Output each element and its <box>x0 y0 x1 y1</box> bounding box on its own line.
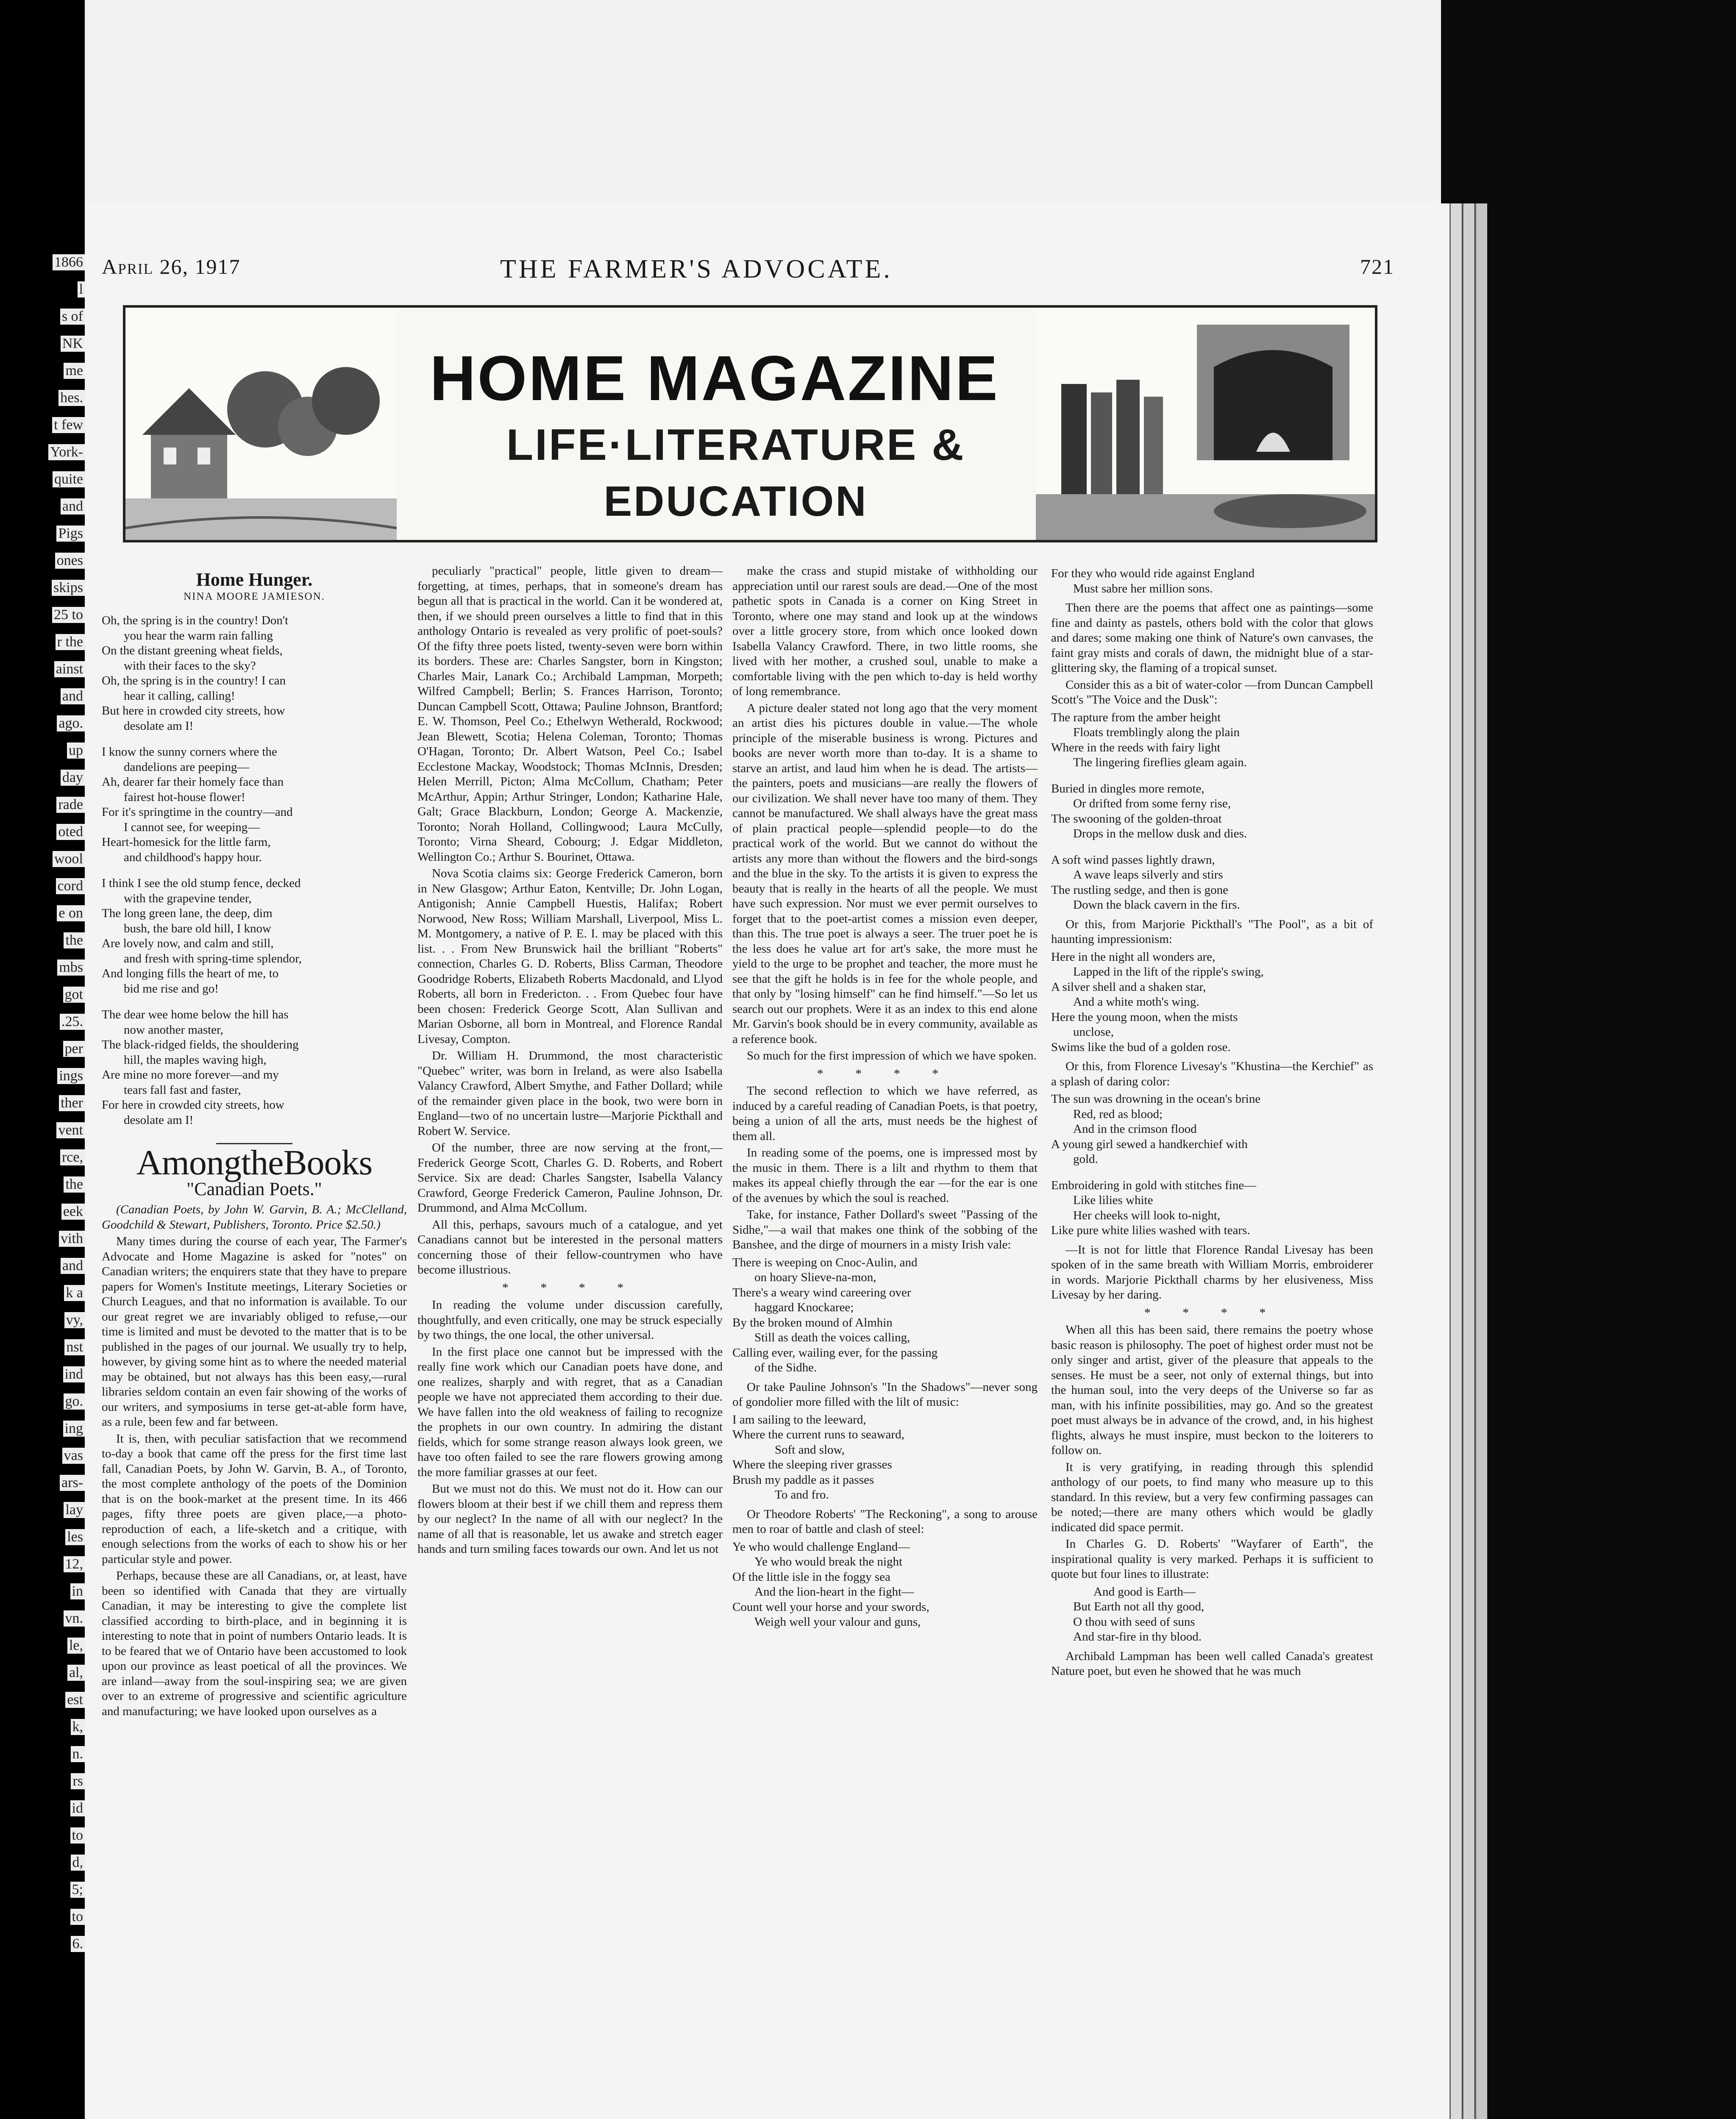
article-paragraph: In Charles G. D. Roberts' "Wayfarer of Earth", the inspirational quality is very marked. Perhaps it is sufficient to quote but four lines to illustrate: <box>1051 1537 1373 1581</box>
verse-line: O thou with seed of suns <box>1073 1615 1195 1629</box>
verse-line: Drops in the mellow dusk and dies. <box>1073 827 1247 840</box>
fragment-text: k a <box>64 1285 85 1301</box>
poem-line: Oh, the spring is in the country! I can <box>102 674 286 687</box>
fragment-text: rade <box>56 797 85 813</box>
poem-line: Heart-homesick for the little farm, <box>102 835 271 849</box>
poem-line: Ah, dearer far their homely face than <box>102 775 284 789</box>
fragment-text: 12, <box>64 1556 85 1572</box>
verse-line: Still as death the voices calling, <box>754 1331 910 1344</box>
article-text <box>1051 1323 1373 1582</box>
verse-line: A wave leaps silverly and stirs <box>1073 868 1223 882</box>
verse-line: Embroidering in gold with stitches fine— <box>1051 1178 1257 1192</box>
fragment-text: mbs <box>57 959 85 976</box>
poem-line: Are lovely now, and calm and still, <box>102 937 274 950</box>
fragment-text: vas <box>62 1448 85 1464</box>
stanza-gap <box>1051 842 1373 853</box>
fragment-text: to <box>70 1909 85 1925</box>
poem-line: with the grapevine tender, <box>124 891 252 905</box>
banner-subtitle: EDUCATION <box>604 478 868 525</box>
fragment-text: lay <box>64 1502 85 1518</box>
home-magazine-banner <box>123 305 1377 542</box>
poem-line: But here in crowded city streets, how <box>102 704 285 717</box>
article-paragraph: Or take Pauline Johnson's "In the Shadows"—never song of gondolier more filled with the lilt of music: <box>732 1380 1038 1409</box>
verse-line: A silver shell and a shaken star, <box>1051 980 1206 994</box>
stanza-gap <box>102 865 407 876</box>
quoted-verse <box>1051 1092 1373 1238</box>
fragment-text: and <box>61 688 85 704</box>
poem-line: I cannot see, for weeping— <box>124 820 260 834</box>
fragment-text: oted <box>56 824 85 840</box>
page-edge <box>1475 203 1487 2119</box>
adjacent-page-fragment <box>0 254 85 2077</box>
stanza-gap <box>1051 1167 1373 1178</box>
verse-line: And in the crimson flood <box>1073 1122 1197 1136</box>
article-paragraph: Nova Scotia claims six: George Frederick Cameron, born in New Glasgow; Arthur Eaton, Kentville; Dr. John Logan, Antigonish; Annie Campbell Huestis, Halifax; Robert Norwood, New Ross; William Marshall, Liverpool, Miss L. M. Montgomery, a native of P. E. I. may be placed with this list. . . From New Brunswick hail the brilliant "Roberts" connection, Charles G. D. Roberts, Bliss Carman, Theodore Goodridge Roberts, Elizabeth Roberts Macdonald, and Llyod Roberts, all born in Fredericton. . . From Quebec four have been chosen: Frederick George Scott, Alan Sullivan and Marian Osborne, all born in Montreal, and Florence Randal Livesay, Compton. <box>417 867 723 1046</box>
verse-line: The rustling sedge, and then is gone <box>1051 883 1228 897</box>
fragment-text: nst <box>64 1339 85 1355</box>
fragment-text: quite <box>53 471 85 487</box>
fragment-text: k, <box>71 1719 85 1735</box>
fragment-text: l <box>78 281 85 298</box>
poem-line: Are mine no more forever—and my <box>102 1068 279 1082</box>
fragment-text: n. <box>71 1746 85 1762</box>
verse-line: Where the sleeping river grasses <box>732 1458 892 1471</box>
verse-line: Where the current runs to seaward, <box>732 1428 904 1441</box>
stanza-gap <box>102 734 407 745</box>
poem-line: with their faces to the sky? <box>124 659 256 673</box>
fragment-text: and <box>61 498 85 514</box>
verse-line: of the Sidhe. <box>754 1361 817 1374</box>
poem-line: hear it calling, calling! <box>124 689 235 703</box>
fragment-text: 5; <box>70 1882 85 1898</box>
article-paragraph: It is, then, with peculiar satisfaction that we recommend to-day a book that came off the press for the first time last fall, Canadian Poets, by John W. Garvin, B. A., of Toronto, the most complete anthology of the poets of the Dominion that is on the book-market at the present time. In its 466 pages, fifty three poets are given place,—a photo-reproduction of each, a life-sketch and a critique, with enough selections from the works of each to show his or her particular style and power. <box>102 1432 407 1566</box>
page-header <box>102 254 1394 288</box>
verse-line: Ye who would break the night <box>754 1555 903 1568</box>
fragment-text: Pigs <box>56 526 85 542</box>
quoted-verse <box>732 1540 1038 1630</box>
verse-line: Count well your horse and your swords, <box>732 1600 929 1614</box>
verse-line: Like pure white lilies washed with tears. <box>1051 1224 1250 1237</box>
fragment-text: les <box>65 1529 85 1545</box>
fragment-text: le, <box>67 1638 85 1654</box>
verse-line: Here in the night all wonders are, <box>1051 950 1216 964</box>
banner-subtitle: LIFE·LITERATURE & <box>506 420 965 470</box>
article-paragraph: Archibald Lampman has been well called Canada's greatest Nature poet, but even he showed that he was much <box>1051 1649 1373 1678</box>
article-text <box>102 1234 407 1719</box>
article-paragraph: make the crass and stupid mistake of withholding our appreciation until our rarest souls are dead.—One of the most pathetic spots in Canada is a corner on King Street in Toronto, where one may stand and look up at the windows over a little grocery store, from which once looked down Isabella Valancy Crawford. There, in two little rooms, she lived with her mother, a crushed soul, unable to make a comfortable living with the pen which to-day is held worthy of long remembrance. <box>732 564 1038 698</box>
poem-line: tears fall fast and faster, <box>124 1083 241 1097</box>
article-paragraph: All this, perhaps, savours much of a catalogue, and yet Canadians cannot but be interested in the personal matters concerning those of their fellow-countrymen who have become illustrious. <box>417 1218 723 1276</box>
verse-line: Soft and slow, <box>775 1443 845 1457</box>
verse-line: Or drifted from some ferny rise, <box>1073 797 1231 810</box>
fragment-text: day <box>61 770 85 786</box>
quoted-verse <box>1051 1585 1373 1645</box>
verse-line: There is weeping on Cnoc-Aulin, and <box>732 1255 918 1269</box>
poem-line: The black-ridged fields, the shouldering <box>102 1038 299 1051</box>
verse-line: Of the little isle in the foggy sea <box>732 1570 890 1584</box>
poem-line: The dear wee home below the hill has <box>102 1008 289 1021</box>
fragment-text: r the <box>56 634 85 650</box>
poem-line: you hear the warm rain falling <box>124 628 273 642</box>
verse-line: Like lilies white <box>1073 1193 1153 1207</box>
poem-line: fairest hot-house flower! <box>124 790 245 804</box>
verse-line: Ye who would challenge England— <box>732 1540 910 1554</box>
verse-line: Red, red as blood; <box>1073 1107 1163 1121</box>
verse-line: Must sabre her million sons. <box>1073 581 1213 595</box>
review-title: "Canadian Poets." <box>186 1178 322 1199</box>
verse-line: on hoary Slieve-na-mon, <box>754 1271 876 1284</box>
poem-line: For here in crowded city streets, how <box>102 1098 284 1112</box>
fragment-text: eek <box>61 1204 85 1220</box>
fragment-text: vn. <box>64 1610 85 1627</box>
poem-line: and childhood's happy hour. <box>124 850 262 864</box>
fragment-text: ones <box>55 553 85 569</box>
verse-line: But Earth not all thy good, <box>1073 1600 1205 1613</box>
poem-line: I know the sunny corners where the <box>102 745 277 759</box>
fragment-text: ther <box>59 1095 85 1111</box>
fragment-text: wool <box>53 851 85 867</box>
fragment-text: York- <box>48 444 85 460</box>
article-paragraph: Consider this as a bit of water-color —from Duncan Campbell Scott's "The Voice and the Dusk": <box>1051 678 1373 706</box>
verse-line: And the lion-heart in the fight— <box>754 1585 914 1599</box>
poem-line: desolate am I! <box>124 1113 194 1127</box>
verse-line: Weigh well your valour and guns, <box>754 1615 921 1629</box>
poem-line: On the distant greening wheat fields, <box>102 644 283 657</box>
fragment-text: est <box>65 1692 85 1708</box>
verse-line: For they who would ride against England <box>1051 567 1255 580</box>
article-paragraph: In the first place one cannot but be impressed with the really fine work which our Canadian poets have done, and one realizes, sharply and with regret, that as a Canadian people we have not appreciated them according to their due. We have fallen into the old weakness of failing to recognize the prophets in our own country. In admiring the distant fields, which for some strange reason always look green, we have too often failed to see the rare flowers growing among the more familiar grasses at our feet. <box>417 1345 723 1479</box>
fragment-text: vith <box>59 1231 85 1247</box>
article-paragraph: In reading some of the poems, one is impressed most by the music in them. There is a lilt and rhythm to them that makes its appeal chiefly through the ear —for the ear is one of the avenues by which the soul is reached. <box>732 1146 1038 1205</box>
fragment-text: vent <box>56 1122 85 1138</box>
fragment-text: to <box>70 1827 85 1844</box>
section-heading: AmongtheBooks <box>136 1143 373 1182</box>
verse-line: Where in the reeds with fairy light <box>1051 740 1221 754</box>
fragment-text: rs <box>71 1773 85 1789</box>
stanza-gap <box>1051 770 1373 781</box>
article-paragraph: Dr. William H. Drummond, the most characteristic "Quebec" writer, was born in Ireland, as were also Isabella Valancy Crawford, Albert Smythe, and Father Dollard; while of the remainder given place in the book, two were born in England—two of no uncertain lustre—Marjorie Pickthall and Robert W. Service. <box>417 1049 723 1138</box>
article-paragraph: In reading the volume under discussion carefully, thoughtfully, and even critically, one may be struck especially by two things, the one local, the other universal. <box>417 1298 723 1342</box>
poem-line: and fresh with spring-time splendor, <box>124 951 302 965</box>
section-separator: * * * * <box>502 1280 638 1295</box>
article-paragraph: When all this has been said, there remains the poetry whose basic reason is philosophy. The poet of highest order must not be only singer and artist, giver of the pleasure that appeals to the senses. He must be a seer, not only of external things, but into the human soul, into the very deeps of the Universe so far as man, with his infinite possibilities, may go. And so the greatest poet must always be in advance of the crowd, and, in his highest flights, always he must inspire, must beckon to the loiterers to follow on. <box>1051 1323 1373 1457</box>
poem-line: bush, the bare old hill, I know <box>124 921 271 935</box>
fragment-text: ing <box>63 1421 85 1437</box>
poem-author: NINA MOORE JAMIESON. <box>184 590 325 602</box>
column-2 <box>417 564 723 2106</box>
verse-line: Her cheeks will look to-night, <box>1073 1208 1221 1222</box>
fragment-text: go. <box>64 1393 85 1410</box>
fragment-text: ars- <box>60 1475 85 1491</box>
fragment-text: ago. <box>57 715 85 731</box>
poem-line: And longing fills the heart of me, to <box>102 967 279 980</box>
fragment-text: got <box>63 987 85 1003</box>
issue-date: April 26, 1917 <box>102 255 241 278</box>
article-paragraph: Of the number, three are now serving at the front,—Frederick George Scott, Charles G. D. Roberts, and Robert Service. Six are dead: Charles Sangster, Isabella Valancy Crawford, George Frederick Cameron, Pauline Johnson, Dr. Drummond, and Alma McCollum. <box>417 1141 723 1215</box>
verse-line: And good is Earth— <box>1093 1585 1196 1599</box>
verse-line: The rapture from the amber height <box>1051 710 1221 724</box>
fragment-text: .25. <box>60 1014 85 1030</box>
quoted-verse <box>1051 710 1373 913</box>
verse-line: And star-fire in thy blood. <box>1073 1630 1202 1643</box>
page-edge <box>1462 203 1474 2119</box>
page-number: 721 <box>1360 255 1394 278</box>
article-paragraph: Then there are the poems that affect one as paintings—some fine and dainty as pastels, others bold with the color that glows and dares; some making one think of Nature's own canvases, the faint gray mists and corals of dawn, the midnight blue of a star-glittering sky, the flaming of a tropical sunset. <box>1051 601 1373 675</box>
fragment-text: NK <box>61 336 85 352</box>
fragment-text: d, <box>71 1855 85 1871</box>
verse-line: Swims like the bud of a golden rose. <box>1051 1040 1231 1054</box>
fragment-text: id <box>70 1800 85 1816</box>
book-citation: (Canadian Poets, by John W. Garvin, B. A.; McClelland, Goodchild & Stewart, Publishers, Toronto. Price $2.50.) <box>102 1203 407 1232</box>
fireside-illustration <box>1036 308 1375 540</box>
poem-line: For it's springtime in the country—and <box>102 805 293 819</box>
column-1 <box>102 564 407 2106</box>
poem-line: hill, the maples waving high, <box>124 1053 267 1067</box>
article-paragraph: Many times during the course of each year, The Farmer's Advocate and Home Magazine is asked for "notes" on Canadian writers; the enquirers state that they have to prepare papers for Women's Institute meetings, Literary Societies or Church Leagues, and that no information is available. To our our great regret we are invariably obliged to refuse,—our time is limited and must be devoted to the matter that is to be published in the pages of our journal. We usually try to help, however, by giving some hint as to where the needed material may be obtained, but not always has this been easy,—rural libraries seldom contain an even fair showing of the works of our writers, and symposiums in terse get-at-able form have, as a rule, been few and far between. <box>102 1235 407 1429</box>
verse-line: A young girl sewed a handkerchief with <box>1051 1137 1248 1151</box>
verse-line: Brush my paddle as it passes <box>732 1473 874 1487</box>
article-paragraph: Perhaps, because these are all Canadians, or, at least, have been so identified with Canada that they are virtually Canadian, it may be interesting to give the complete list classified according to birth-place, and in beginning it is interesting to note that in point of numbers Ontario leads. It is to be feared that we of Ontario have been accustomed to look upon our province as least poetical of all the provinces. We are inland—away from the soul-inspiring sea; we are given over to an extreme of progressive and scientific agriculture and manufacturing; we have looked upon ourselves as a <box>102 1569 407 1718</box>
verse-line: Calling ever, wailing ever, for the passing <box>732 1346 938 1360</box>
article-paragraph: It is very gratifying, in reading through this splendid anthology of our poets, to find many who measure up to this standard. In this review, but a very few confirming passages can be noted;—there are many others which would be gladly indicated did space permit. <box>1051 1460 1373 1534</box>
article-paragraph: Or this, from Florence Livesay's "Khustina—the Kerchief" as a splash of daring color: <box>1051 1060 1373 1088</box>
fragment-text: in <box>70 1583 85 1599</box>
article-paragraph: Or Theodore Roberts' "The Reckoning", a song to arouse men to roar of battle and clash of steel: <box>732 1507 1038 1536</box>
fragment-text: 25 to <box>52 607 85 623</box>
poem-line: The long green lane, the deep, dim <box>102 907 273 920</box>
poem-line: I think I see the old stump fence, decked <box>102 876 301 890</box>
verse-line: The sun was drowning in the ocean's brine <box>1051 1092 1261 1106</box>
article-paragraph: But we must not do this. We must not do it. How can our flowers bloom at their best if we chill them and repress them by our neglect? In the name of all with our neglect? In the name of all that is reasonable, let us awake and stretch eager hands and turn smiling faces towards our own. And let us not <box>417 1482 723 1556</box>
quoted-verse <box>1051 950 1373 1055</box>
article-paragraph: So much for the first impression of which we have spoken. <box>747 1049 1037 1062</box>
article-paragraph: Or this, from Marjorie Pickthall's "The Pool", as a bit of haunting impressionism: <box>1051 917 1373 946</box>
verse-line: The lingering fireflies gleam again. <box>1073 756 1247 769</box>
fragment-text: e on <box>57 905 85 921</box>
section-separator: * * * * <box>817 1066 953 1081</box>
fragment-text: ings <box>57 1068 85 1084</box>
fragment-text: 6. <box>71 1936 85 1952</box>
fragment-text: cord <box>56 878 85 894</box>
fragment-text: 1866 <box>53 254 85 270</box>
page-edge <box>1449 203 1462 2119</box>
fragment-text: vy, <box>64 1312 85 1328</box>
verse-line: I am sailing to the leeward, <box>732 1413 866 1427</box>
fragment-text: rce, <box>60 1149 85 1165</box>
fragment-text: per <box>63 1041 85 1057</box>
farmhouse-illustration <box>125 308 397 540</box>
article-paragraph: —It is not for little that Florence Randal Livesay has been spoken of in the same breath with William Morris, embroiderer in words. Marjorie Pickthall charms by her elusiveness, Miss Livesay by her daring. <box>1051 1243 1373 1301</box>
verse-line: Buried in dingles more remote, <box>1051 781 1205 795</box>
quoted-verse <box>732 1413 1038 1503</box>
verse-line: Down the black cavern in the firs. <box>1073 898 1240 912</box>
fragment-text: ainst <box>54 661 85 677</box>
fragment-text: and <box>61 1258 85 1274</box>
verse-line: haggard Knockaree; <box>754 1301 854 1314</box>
verse-line: And a white moth's wing. <box>1073 995 1199 1009</box>
poem-line: desolate am I! <box>124 719 194 733</box>
banner-title: HOME MAGAZINE <box>430 342 999 414</box>
poem-line: bid me rise and go! <box>124 982 219 996</box>
quoted-verse <box>1051 566 1373 596</box>
section-separator: * * * * <box>1144 1305 1280 1320</box>
fragment-text: up <box>67 742 85 759</box>
poem-line: now another master, <box>124 1023 223 1037</box>
verse-line: The swooning of the golden-throat <box>1051 812 1222 826</box>
verse-line: Lapped in the lift of the ripple's swing, <box>1073 965 1264 979</box>
verse-line: Floats tremblingly along the plain <box>1073 726 1240 739</box>
verse-line: unclose, <box>1073 1025 1114 1039</box>
verse-line: Here the young moon, when the mists <box>1051 1010 1238 1024</box>
article-paragraph: The second reflection to which we have referred, as induced by a careful reading of Canadian Poets, is that poetry, being a union of all the arts, must needs be the highest of them all. <box>732 1084 1038 1143</box>
article-paragraph: Take, for instance, Father Dollard's sweet "Passing of the Sidhe,"—a wail that makes one think of the sobbing of the Banshee, and the dirge of mourners in a misty Irish vale: <box>732 1208 1038 1251</box>
poem-body <box>102 613 407 1128</box>
fragment-text: the <box>64 932 85 948</box>
quoted-verse <box>732 1255 1038 1376</box>
article-paragraph: A picture dealer stated not long ago that the very moment an artist dies his pictures double in value.—The whole principle of the miserable business is wrong. Pictures and books are never worth more than to-day. It is a shame to starve an artist, and laud him when he is dead. The artists—the painters, poets and musicians—are really the flowers of our civilization. We shall never have too many of them. They cannot be manufactured. We shall always have the great mass of plain practical people—splendid people—to do the practical work of the world. But we cannot do without the artists any more than without the flowers and the bird-songs and the blue in the sky. To the artists it is given to express the beauty that is really in the hearts of all the people. We must have such expression. Nor must we ever permit ourselves to forget that to the poet-artist comes a mission even deeper, than this. The true poet is always a seer. The truer poet he is the less does he value art for art's sake, the more must he yield to the urge to be prophet and teacher, the more must he see that the gift he holds is in fee for the whole people, and that only by "losing himself" can he find himself."—So let us search out our prophets. Were it as an index to this end alone Mr. Garvin's book should be in every community, available as a reference book. <box>732 701 1038 1046</box>
verse-line: There's a weary wind careering over <box>732 1285 911 1299</box>
article-paragraph: peculiarly "practical" people, little given to dream—forgetting, at times, perhaps, that in someone's dream has begun all that is practical in the world. Can it be wondered at, then, if we should preen ourselves a little to find that in this anthology Ontario is revealed as very prolific of poet-souls? Of the fifty three poets listed, twenty-seven were born within its borders. These are: Charles Sangster, born in Kingston; Charles Mair, Lanark Co.; Archibald Lampman, Morpeth; Wilfred Campbell; Berlin; S. Frances Harrison, Toronto; Duncan Campbell Scott, Ottawa; Pauline Johnson, Brantford; E. W. Thomson, Peel Co.; Ethelwyn Wetherald, Rockwood; Jean Blewett, Scotia; Helena Coleman, Toronto; Thomas O'Hagan, Toronto; Dr. Albert Watson, Peel Co.; Isabel Ecclestone Mackay, Woodstock; Thomas McInnis, Dresden; Helen Merrill, Picton; Alma McCollum, Chatham; Peter McArthur, Appin; Arthur Stringer, London; Katharine Hale, Galt; Grace Blackburn, London; George A. Mackenzie, Toronto; Norah Holland, Collingwood; Laura McCully, Toronto; Virna Sheard, Cobourg; J. Edgar Middleton, Wellington Co.; Arthur S. Bourinet, Ottawa. <box>417 564 723 864</box>
publication-title: THE FARMER'S ADVOCATE. <box>500 255 893 284</box>
fragment-text: the <box>64 1176 85 1193</box>
column-4 <box>1051 564 1373 2106</box>
fragment-text: al, <box>67 1665 85 1681</box>
verse-line: gold. <box>1073 1152 1098 1166</box>
poem-line: dandelions are peeping— <box>124 760 250 774</box>
fragment-text: ind <box>63 1366 85 1382</box>
poem-line: Oh, the spring is in the country! Don't <box>102 614 289 627</box>
fragment-text: hes. <box>58 390 85 406</box>
fragment-text: t few <box>52 417 85 433</box>
verse-line: By the broken mound of Almhin <box>732 1315 893 1329</box>
verse-line: A soft wind passes lightly drawn, <box>1051 853 1215 867</box>
verse-line: To and fro. <box>775 1488 829 1502</box>
fragment-text: skips <box>52 580 85 596</box>
column-3 <box>732 564 1038 2106</box>
fragment-text: me <box>64 363 85 379</box>
poem-title: Home Hunger. <box>196 569 313 590</box>
stanza-gap <box>102 996 407 1007</box>
fragment-text: s of <box>60 309 85 325</box>
article-text <box>732 564 1038 1253</box>
